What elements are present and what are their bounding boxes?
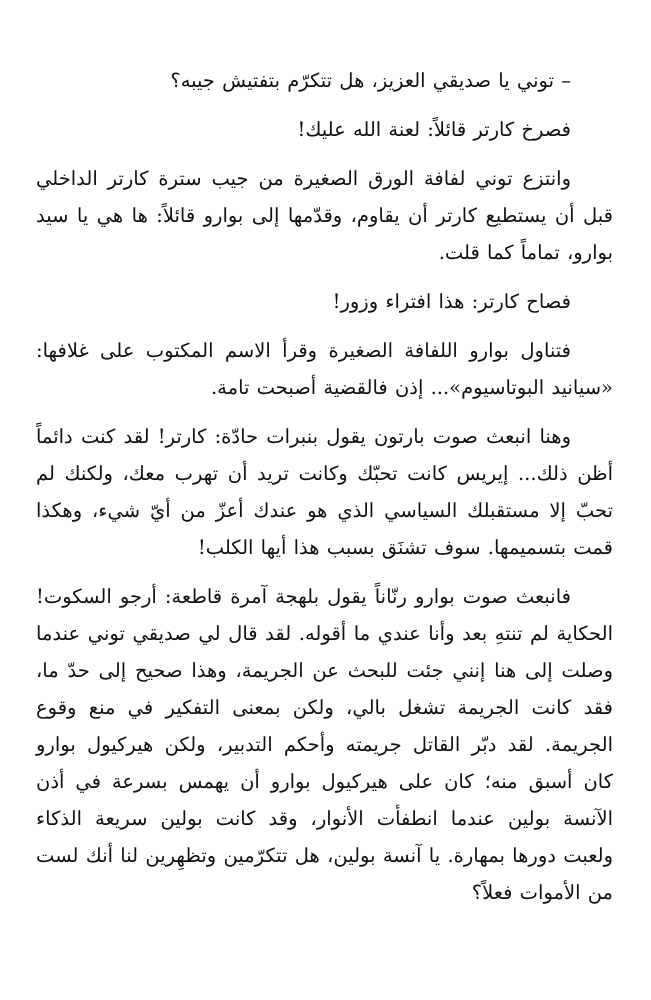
paragraph-3: وانتزع توني لفافة الورق الصغيرة من جيب سترة كارتر الداخلي قبل أن يستطيع كارتر أن يقاوم، وقدّمها إلى بوارو قائلاً: ها هي يا سيد بوارو، تماماً كما قلت. [36, 167, 613, 264]
paragraph-1: – توني يا صديقي العزيز، هل تتكرّم بتفتيش جيبه؟ [170, 69, 571, 92]
paragraph-4: فصاح كارتر: هذا افتراء وزور! [332, 290, 571, 313]
paragraph-2: فصرخ كارتر قائلاً: لعنة الله عليك! [297, 118, 571, 141]
paragraph-5: فتناول بوارو اللفافة الصغيرة وقرأ الاسم المكتوب على غلافها: «سيانيد البوتاسيوم»... إذن فالقضية أصبحت تامة. [36, 339, 613, 399]
paragraph-6: وهنا انبعث صوت بارتون يقول بنبرات حادّة: كارتر! لقد كنت دائماً أظن ذلك... إيريس كانت تحبّك وكانت تريد أن تهرب معك، ولكنك لم تحبّ إلا مستقبلك السياسي الذي هو عندك أعزّ من أيّ شيء، وهكذا قمت بتسميمها. سوف تشنَق بسبب هذا أيها الكلب! [36, 425, 613, 559]
paragraph-7: فانبعث صوت بوارو رنّاناً يقول بلهجة آمرة قاطعة: أرجو السكوت! الحكاية لم تنتهِ بعد وأنا عندي ما أقوله. لقد قال لي صديقي توني عندما وصلت إلى هنا إنني جئت للبحث عن الجريمة، وهذا صحيح إلى حدّ ما، فقد كانت الجريمة تشغل بالي، ولكن بمعنى التفكير في منع وقوع الجريمة. لقد دبّر القاتل جريمته وأحكم التدبير، ولكن هيركيول بوارو كان أسبق منه؛ كان على هيركيول بوارو أن يهمس بسرعة في أذن الآنسة بولين عندما انطفأت الأنوار، وقد كانت بولين سريعة الذكاء ولعبت دورها بمهارة. يا آنسة بولين، هل تتكرّمين وتظهِرين لنا أنك لست من الأموات فعلاً؟ [36, 585, 613, 904]
